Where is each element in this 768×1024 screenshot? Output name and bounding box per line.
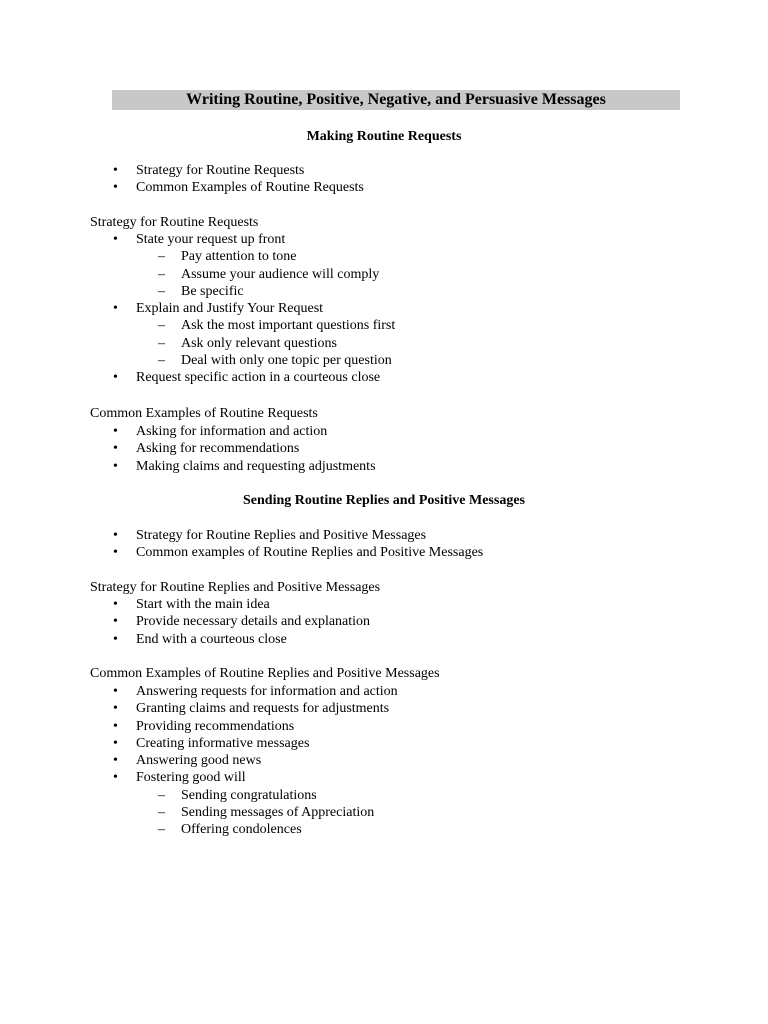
dash-marker: – — [158, 283, 165, 299]
sub-list-item-text: Sending congratulations — [181, 787, 317, 803]
sub-list-item — [0, 352, 768, 369]
list-item — [0, 769, 768, 786]
subsection-label-strategy-routine-replies: Strategy for Routine Replies and Positive Messages — [90, 580, 381, 595]
sub-list-item — [0, 248, 768, 265]
sub-list-item — [0, 335, 768, 352]
sub-list-item-text: Deal with only one topic per question — [181, 353, 392, 369]
subsection-label-strategy-routine-requests: Strategy for Routine Requests — [90, 215, 259, 230]
dash-marker: – — [158, 822, 165, 838]
dash-marker: – — [158, 249, 165, 265]
list-item — [0, 300, 768, 317]
bullet-marker: • — [113, 545, 118, 561]
list-item-text: Answering requests for information and action — [136, 684, 398, 699]
sub-list-item-text: Ask the most important questions first — [181, 318, 396, 334]
list-item — [0, 613, 768, 630]
list-item — [0, 527, 768, 544]
sub-list-item — [0, 266, 768, 283]
list-item — [0, 369, 768, 386]
dash-marker: – — [158, 266, 165, 282]
sub-list-item-text: Pay attention to tone — [181, 249, 297, 265]
examples-list-routine-replies — [0, 683, 768, 839]
dash-marker: – — [158, 318, 165, 334]
bullet-marker: • — [113, 718, 118, 734]
subsection-label-examples-routine-replies: Common Examples of Routine Replies and Positive Messages — [90, 666, 440, 681]
list-item — [0, 231, 768, 248]
list-item-text: Start with the main idea — [136, 597, 270, 612]
list-item — [0, 752, 768, 769]
list-item — [0, 440, 768, 457]
bullet-marker: • — [113, 597, 118, 612]
list-item — [0, 544, 768, 561]
bullet-marker: • — [113, 770, 118, 786]
bullet-marker: • — [113, 163, 118, 178]
list-item — [0, 458, 768, 475]
list-item-text: Strategy for Routine Replies and Positive Messages — [136, 528, 427, 543]
bullet-marker: • — [113, 458, 118, 474]
dash-marker: – — [158, 335, 165, 351]
list-item-text: Common examples of Routine Replies and Positive Messages — [136, 545, 484, 561]
list-item-text: Asking for recommendations — [136, 441, 300, 457]
strategy-list-routine-replies — [0, 596, 768, 648]
list-item — [0, 596, 768, 613]
examples-list-routine-requests — [0, 423, 768, 475]
sub-list-item-text: Sending messages of Appreciation — [181, 805, 375, 821]
list-item — [0, 631, 768, 648]
list-item-text: Strategy for Routine Requests — [136, 163, 305, 178]
sub-list-item-text: Offering condolences — [181, 822, 302, 838]
list-item — [0, 179, 768, 196]
list-item-text: Fostering good will — [136, 770, 246, 786]
list-item-text: Explain and Justify Your Request — [136, 301, 324, 317]
bullet-marker: • — [113, 370, 118, 386]
overview-list-routine-replies — [0, 527, 768, 562]
list-item-text: Creating informative messages — [136, 735, 310, 751]
document-title: Writing Routine, Positive, Negative, and Persuasive Messages — [112, 90, 680, 110]
overview-list-routine-requests — [0, 162, 768, 197]
list-item-text: End with a courteous close — [136, 631, 287, 647]
bullet-marker: • — [113, 301, 118, 317]
list-item-text: State your request up front — [136, 232, 286, 247]
list-item-text: Making claims and requesting adjustments — [136, 458, 376, 474]
bullet-marker: • — [113, 701, 118, 717]
sub-list-item — [0, 821, 768, 838]
list-item-text: Request specific action in a courteous close — [136, 370, 381, 386]
sub-list-item — [0, 787, 768, 804]
bullet-marker: • — [113, 614, 118, 630]
list-item — [0, 735, 768, 752]
dash-marker: – — [158, 787, 165, 803]
subsection-label-examples-routine-requests: Common Examples of Routine Requests — [90, 406, 318, 421]
list-item — [0, 718, 768, 735]
sub-list-item — [0, 317, 768, 334]
bullet-marker: • — [113, 528, 118, 543]
bullet-marker: • — [113, 753, 118, 769]
list-item — [0, 162, 768, 179]
list-item — [0, 423, 768, 440]
sub-list-item-text: Be specific — [181, 283, 244, 299]
list-item-text: Common Examples of Routine Requests — [136, 180, 364, 196]
section-heading-routine-replies: Sending Routine Replies and Positive Messages — [243, 493, 525, 508]
bullet-marker: • — [113, 441, 118, 457]
bullet-marker: • — [113, 424, 118, 439]
sub-list-item-text: Ask only relevant questions — [181, 335, 337, 351]
list-item-text: Providing recommendations — [136, 718, 295, 734]
sub-list-item — [0, 804, 768, 821]
bullet-marker: • — [113, 735, 118, 751]
list-item-text: Granting claims and requests for adjustments — [136, 701, 390, 717]
sub-list-item — [0, 283, 768, 300]
section-heading-routine-requests: Making Routine Requests — [306, 129, 462, 144]
bullet-marker: • — [113, 232, 118, 247]
bullet-marker: • — [113, 684, 118, 699]
dash-marker: – — [158, 805, 165, 821]
list-item — [0, 683, 768, 700]
list-item-text: Asking for information and action — [136, 424, 328, 439]
list-item — [0, 700, 768, 717]
bullet-marker: • — [113, 631, 118, 647]
bullet-marker: • — [113, 180, 118, 196]
sub-list-item-text: Assume your audience will comply — [181, 266, 380, 282]
list-item-text: Provide necessary details and explanation — [136, 614, 371, 630]
dash-marker: – — [158, 353, 165, 369]
strategy-list-routine-requests — [0, 231, 768, 387]
list-item-text: Answering good news — [136, 753, 262, 769]
